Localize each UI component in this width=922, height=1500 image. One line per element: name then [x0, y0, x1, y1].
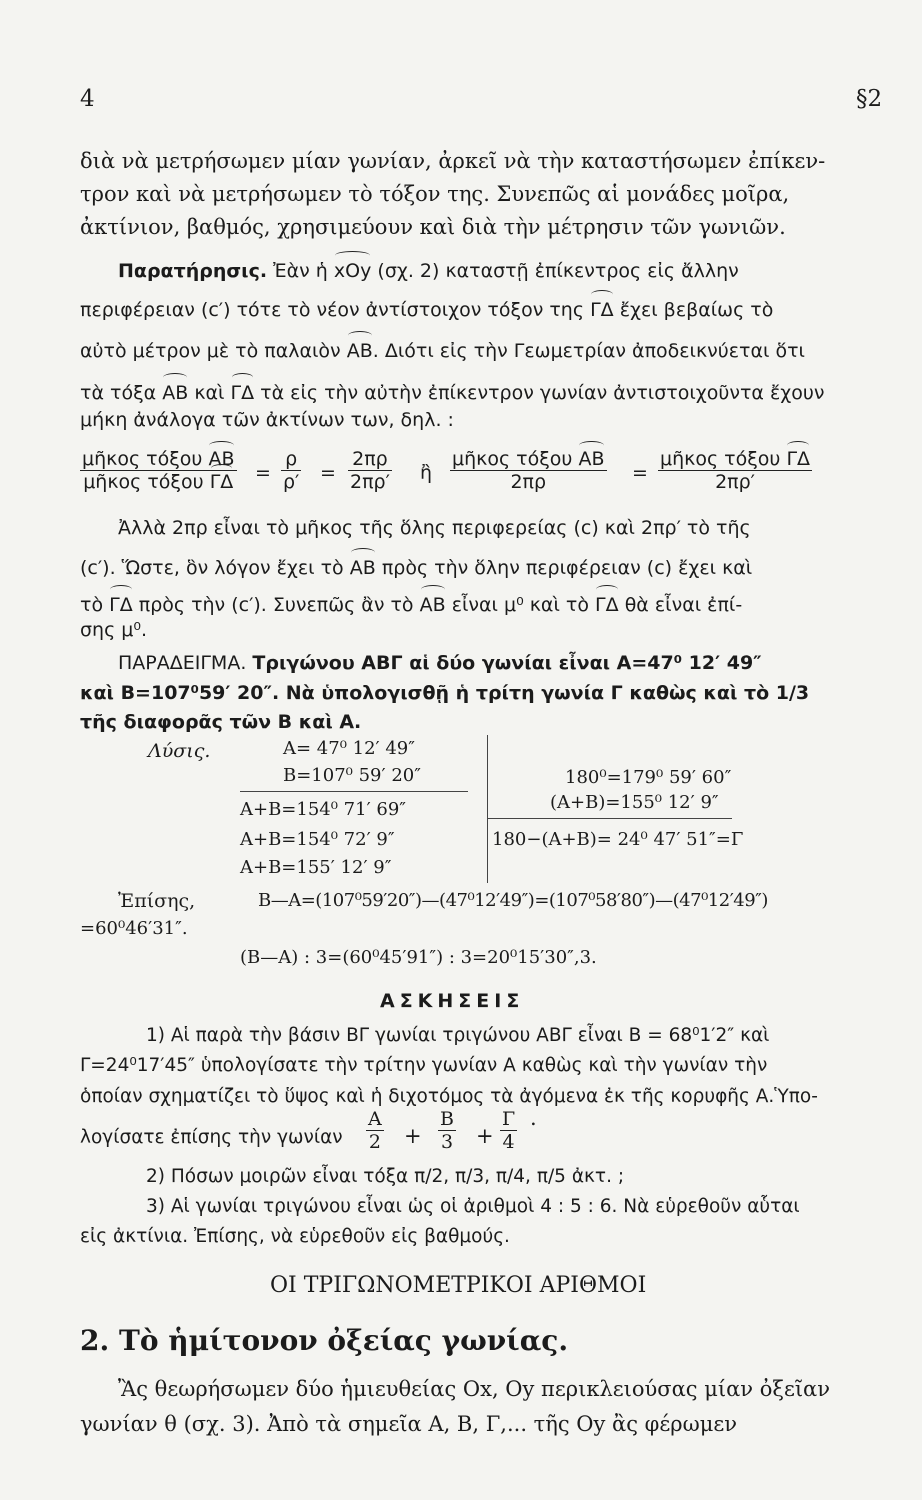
formula-fraction-gd: μῆκος τόξου ΓΔ 2πρ′	[660, 448, 811, 493]
also-result: =60⁰46′31″.	[80, 918, 188, 939]
formula-fraction-circumferences: $\frac{2\pi\rho}{2\pi\rho'}$	[350, 448, 390, 493]
formula-eq-3: =	[632, 462, 648, 484]
plus-2: +	[476, 1124, 494, 1148]
section-heading: 2. Τὸ ἡμίτονον ὀξείας γωνίας.	[80, 1324, 569, 1357]
formula-fraction-arcs: μῆκος τόξου ΑΒ μῆκος τόξου ΓΔ	[82, 448, 235, 493]
solution-label: Λύσις.	[148, 740, 211, 762]
intro-line-1: διὰ νὰ μετρήσωμεν μίαν γωνίαν, ἀρκεῖ νὰ τὴν καταστήσωμεν ἐπίκεν-	[80, 149, 826, 173]
exercise-1-line-1: 1) Αἱ παρὰ τὴν βάσιν ΒΓ γωνίαι τριγώνου ΑΒΓ εἶναι Β = 68⁰1′2″ καὶ	[146, 1025, 770, 1046]
exercise-fraction-g: $\frac{\Gamma}{4}$	[502, 1108, 516, 1153]
arc-gd: ΓΔ	[590, 299, 614, 321]
exercise-1-line-3: ὁποίαν σχηματίζει τὸ ὕψος καὶ ἡ διχοτόμος τὰ ἀγόμενα ἐκ τῆς κορυφῆς Α.Ὑπο-	[80, 1086, 818, 1107]
solution-rule-right	[487, 818, 732, 819]
intro-line-2: τρον καὶ νὰ μετρήσωμεν τὸ τόξον της. Συνεπῶς αἱ μονάδες μοῖρα,	[80, 182, 790, 206]
solution-left-1: Α= 47⁰ 12′ 49″	[283, 738, 415, 759]
also-expression: Β—Α=(107⁰59′20″)—(47⁰12′49″)=(107⁰58′80″)—(47⁰12′49″)	[258, 890, 768, 911]
third-of-difference: (Β—Α) : 3=(60⁰45′91″) : 3=20⁰15′30″,3.	[240, 947, 597, 968]
formula-fraction-ab: μῆκος τόξου ΑΒ 2πρ	[452, 448, 605, 493]
body-line-2: (c′). Ὥστε, ὃν λόγον ἔχει τὸ ΑΒ πρὸς τὴν ὅλην περιφέρειαν (c) ἔχει καὶ	[80, 557, 753, 579]
also-label: Ἐπίσης,	[118, 890, 196, 912]
chapter-heading: ΟΙ ΤΡΙΓΩΝΟΜΕΤΡΙΚΟΙ ΑΡΙΘΜΟΙ	[270, 1273, 647, 1298]
exercise-3-line-1: 3) Αἱ γωνίαι τριγώνου εἶναι ὡς οἱ ἀριθμοὶ 4 : 5 : 6. Νὰ εὑρεθοῦν αὗται	[146, 1196, 800, 1217]
body-line-4: σης μ⁰.	[80, 619, 148, 641]
solution-right-2: (Α+Β)=155⁰ 12′ 9″	[550, 792, 719, 813]
exercise-fraction-a: $\frac{A}{2}$	[368, 1108, 382, 1153]
closing-line-2: γωνίαν θ (σχ. 3). Ἀπὸ τὰ σημεῖα Α, Β, Γ,... τῆς Οy ἂς φέρωμεν	[80, 1412, 738, 1436]
solution-divider	[487, 735, 488, 883]
solution-left-5: Α+Β=155′ 12′ 9″	[240, 857, 392, 878]
exercise-fraction-b: $\frac{B}{3}$	[440, 1108, 454, 1153]
body-line-1: Ἀλλὰ 2πρ εἶναι τὸ μῆκος τῆς ὅλης περιφερείας (c) καὶ 2πρ′ τὸ τῆς	[118, 517, 751, 539]
remark-line-4: τὰ τόξα ΑΒ καὶ ΓΔ τὰ εἰς τὴν αὐτὴν ἐπίκεντρον γωνίαν ἀντιστοιχοῦντα ἔχουν	[80, 382, 825, 404]
body-line-3: τὸ ΓΔ πρὸς τὴν (c′). Συνεπῶς ἂν τὸ ΑΒ εἶναι μ⁰ καὶ τὸ ΓΔ θὰ εἶναι ἐπί-	[80, 594, 743, 616]
remark-line-1: Παρατήρησις. Ἐὰν ἡ xOy (σχ. 2) καταστῇ ἐπίκεντρος εἰς ἄλλην	[118, 260, 739, 282]
section-mark: §2	[856, 86, 883, 112]
solution-right-1: 180⁰=179⁰ 59′ 60″	[565, 767, 732, 788]
exercise-2: 2) Πόσων μοιρῶν εἶναι τόξα π/2, π/3, π/4, π/5 ἀκτ. ;	[146, 1166, 625, 1187]
page-number: 4	[80, 86, 95, 112]
exercises-title: ΑΣΚΗΣΕΙΣ	[380, 990, 525, 1012]
remark-title: Παρατήρησις.	[118, 260, 268, 282]
example-line-3: τῆς διαφορᾶς τῶν Β καὶ Α.	[80, 711, 362, 733]
solution-rule-left	[240, 791, 468, 792]
exercise-1-line-4: λογίσατε ἐπίσης τὴν γωνίαν	[80, 1127, 343, 1148]
arc-ab: ΑΒ	[346, 340, 373, 362]
formula-eq-1: =	[255, 462, 271, 484]
closing-line-1: Ἂς θεωρήσωμεν δύο ἡμιευθείας Οx, Οy περικλειούσας μίαν ὀξεῖαν	[118, 1377, 831, 1401]
remark-line-5: μήκη ἀνάλογα τῶν ἀκτίνων των, δηλ. :	[80, 409, 454, 431]
solution-left-2: Β=107⁰ 59′ 20″	[283, 765, 421, 786]
example-line-2: καὶ Β=107⁰59′ 20″. Νὰ ὑπολογισθῇ ἡ τρίτη γωνία Γ καθὼς καὶ τὸ 1/3	[80, 682, 810, 704]
angle-xoy: xOy	[333, 260, 372, 282]
formula-or: ἢ	[420, 462, 433, 484]
example-label: ΠΑΡΑΔΕΙΓΜΑ.	[118, 652, 247, 674]
remark-line-2: περιφέρειαν (c′) τότε τὸ νέον ἀντίστοιχον τόξον της ΓΔ ἔχει βεβαίως τὸ	[80, 299, 774, 321]
exercise-1-line-2: Γ=24⁰17′45″ ὑπολογίσατε τὴν τρίτην γωνίαν Α καθὼς καὶ τὴν γωνίαν τὴν	[80, 1055, 768, 1076]
formula-eq-2: =	[320, 462, 336, 484]
remark-line-3: αὐτὸ μέτρον μὲ τὸ παλαιὸν ΑΒ. Διότι εἰς τὴν Γεωμετρίαν ἀποδεικνύεται ὅτι	[80, 340, 805, 362]
intro-line-3: ἀκτίνιον, βαθμός, χρησιμεύουν καὶ διὰ τὴν μέτρησιν τῶν γωνιῶν.	[80, 215, 786, 239]
plus-1: +	[404, 1124, 422, 1148]
solution-left-3: Α+Β=154⁰ 71′ 69″	[240, 799, 407, 820]
formula-fraction-radii: $\frac{\rho}{\rho'}$	[283, 448, 300, 493]
solution-left-4: Α+Β=154⁰ 72′ 9″	[240, 829, 395, 850]
example-line-1: ΠΑΡΑΔΕΙΓΜΑ. Τριγώνου ΑΒΓ αἱ δύο γωνίαι εἶναι Α=47⁰ 12′ 49″	[118, 652, 762, 674]
solution-right-3: 180−(Α+Β)= 24⁰ 47′ 51″=Γ	[492, 829, 744, 850]
fraction-period: .	[530, 1106, 537, 1130]
exercise-3-line-2: εἰς ἀκτίνια. Ἐπίσης, νὰ εὑρεθοῦν εἰς βαθμούς.	[80, 1226, 510, 1247]
